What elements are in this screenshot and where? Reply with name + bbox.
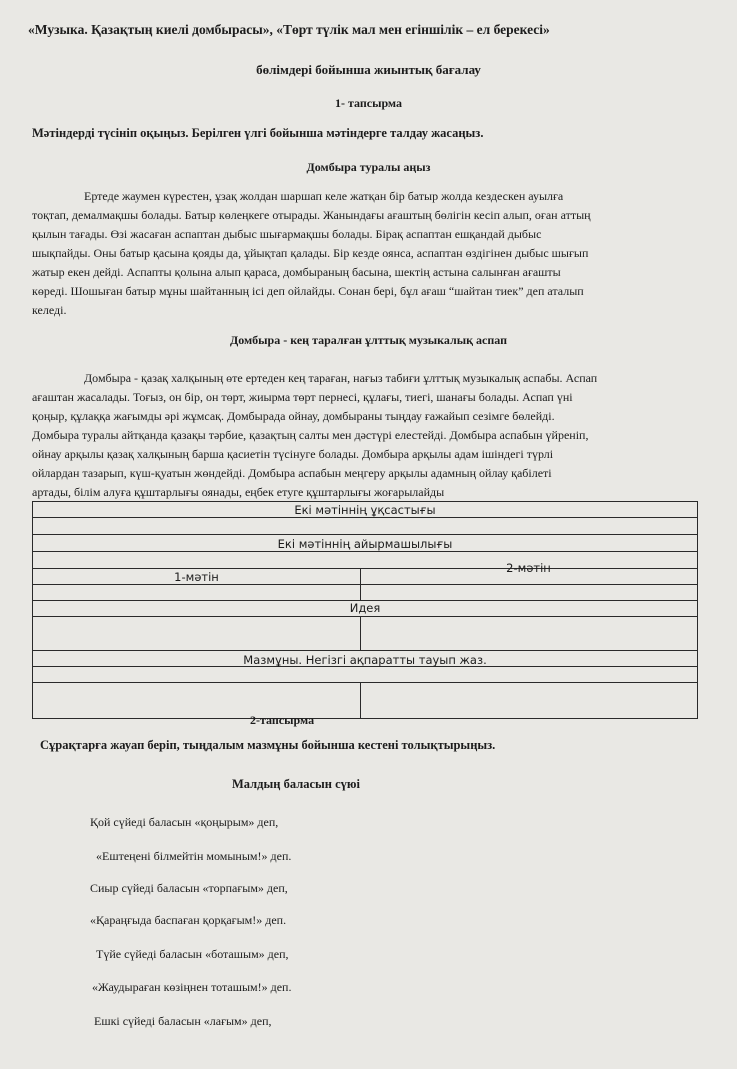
task1-label: 1- тапсырма [334, 96, 403, 110]
poem-line: Ешкі сүйеді баласын «лағым» деп, [94, 1014, 272, 1028]
dombyra-line: қоңыр, құлаққа жағымды әрі жұмсақ. Домбырада ойнау, домбыраны тыңдау ғажайып сезімге бөлейді. [32, 409, 555, 423]
legend-line: тоқтап, демалмақшы болады. Батыр көлеңкеге отырады. Жанындағы ағаштың бөлігін кесіп алып, оған аттың [32, 208, 591, 222]
dombyra-line: артады, білім алуға құштарлығы оянады, еңбек етуге құштарлығы жоғарылайды [32, 485, 445, 499]
poem-line: «Жаудыраған көзіңнен тоташым!» деп. [92, 980, 292, 994]
table-divider [360, 682, 361, 718]
task2-instruction: Сұрақтарға жауап беріп, тыңдалым мазмұны бойынша кестені толықтырыңыз. [40, 738, 496, 752]
task1-instruction: Мәтіндерді түсініп оқыңыз. Берілген үлгі бойынша мәтіндерге талдау жасаңыз. [32, 126, 484, 140]
legend-line: Ертеде жаумен күрестен, ұзақ жолдан шаршап келе жатқан бір батыр жолда кездескен ауылға [84, 189, 564, 203]
legend-line: көреді. Шошыған батыр мұны шайтанның ісі деп ойлайды. Сонан бері, бұл ағаш “шайтан тиек” деп аталып [32, 284, 584, 298]
dombyra-title: Домбыра - кең таралған ұлттық музыкалық аспап [229, 333, 508, 347]
legend-line: жатыр екен дейді. Аспапты қолына алып қараса, домбыраның басына, шектің астына салынған ағашты [32, 265, 561, 279]
table-rule [33, 650, 697, 651]
poem-line: Қой сүйеді баласын «қоңырым» деп, [90, 815, 279, 829]
dombyra-line: ойнау арқылы қазақ халқының барша қасиетін түсінуге болады. Домбыра арқылы адам ішіндегі түрлі [32, 447, 554, 461]
document-title-line2: бөлімдері бойынша жиынтық бағалау [256, 62, 481, 77]
task2-label: 2-тапсырма [250, 713, 315, 727]
table-rule [33, 584, 697, 585]
dombyra-line: ағаштан жасалады. Тоғыз, он бір, он төрт, жиырма төрт пернесі, құлағы, тиегі, шанағы болады. Аспап үні [32, 390, 573, 404]
legend-text [32, 187, 680, 320]
table-rule [33, 682, 697, 683]
poem-line: Сиыр сүйеді баласын «торпағым» деп, [90, 881, 288, 895]
poem-line: «Ештеңені білмейтін момыным!» деп. [96, 849, 292, 863]
table-rule [33, 517, 697, 518]
text2-header: 2-мәтін [506, 561, 551, 575]
table-rule [33, 534, 697, 535]
legend-title: Домбыра туралы аңыз [306, 160, 431, 174]
legend-line: шықпайды. Оны батыр қасына қояды да, ұйықтап қалады. Бір кезде оянса, аспаптан өздігінен дыбыс шығып [32, 246, 589, 260]
content-header: Мазмұны. Негізгі ақпаратты тауып жаз. [243, 653, 487, 667]
idea-header: Идея [349, 601, 381, 615]
dombyra-text [32, 369, 680, 502]
dombyra-line: Домбыра - қазақ халқының өте ертеден кең тараған, нағыз табиғи ұлттық музыкалық аспабы. Аспап [84, 371, 598, 385]
dombyra-line: Домбыра туралы айтқанда қазақы тәрбие, қазақтың салты мен дәстүрі елестейді. Домбыра аспабын үйреніп, [32, 428, 589, 442]
difference-header: Екі мәтіннің айырмашылығы [277, 537, 453, 551]
table-rule [33, 616, 697, 617]
legend-line: келеді. [32, 303, 67, 317]
text1-header: 1-мәтін [174, 570, 219, 584]
poem-line: «Қараңғыда баспаған қорқағым!» деп. [90, 913, 287, 927]
poem-title: Малдың баласын сүюі [232, 777, 360, 791]
table-rule [33, 551, 697, 552]
dombyra-line: ойлардан тазарып, күш-қуатын жөндейді. Домбыра аспабын меңгеру арқылы адамның ойлау қабілеті [32, 466, 552, 480]
legend-line: қылын тағады. Өзі жасаған аспаптан дыбыс шығармақшы болады. Бірақ аспаптан ешқандай дыбыс [32, 227, 542, 241]
poem-line: Түйе сүйеді баласын «боташым» деп, [96, 947, 289, 961]
comparison-table [32, 501, 698, 719]
document-title-line1: «Музыка. Қазақтың киелі домбырасы», «Төрт түлік мал мен егіншілік – ел берекесі» [28, 22, 550, 37]
similarity-header: Екі мәтіннің ұқсастығы [294, 503, 436, 517]
table-divider [360, 616, 361, 650]
